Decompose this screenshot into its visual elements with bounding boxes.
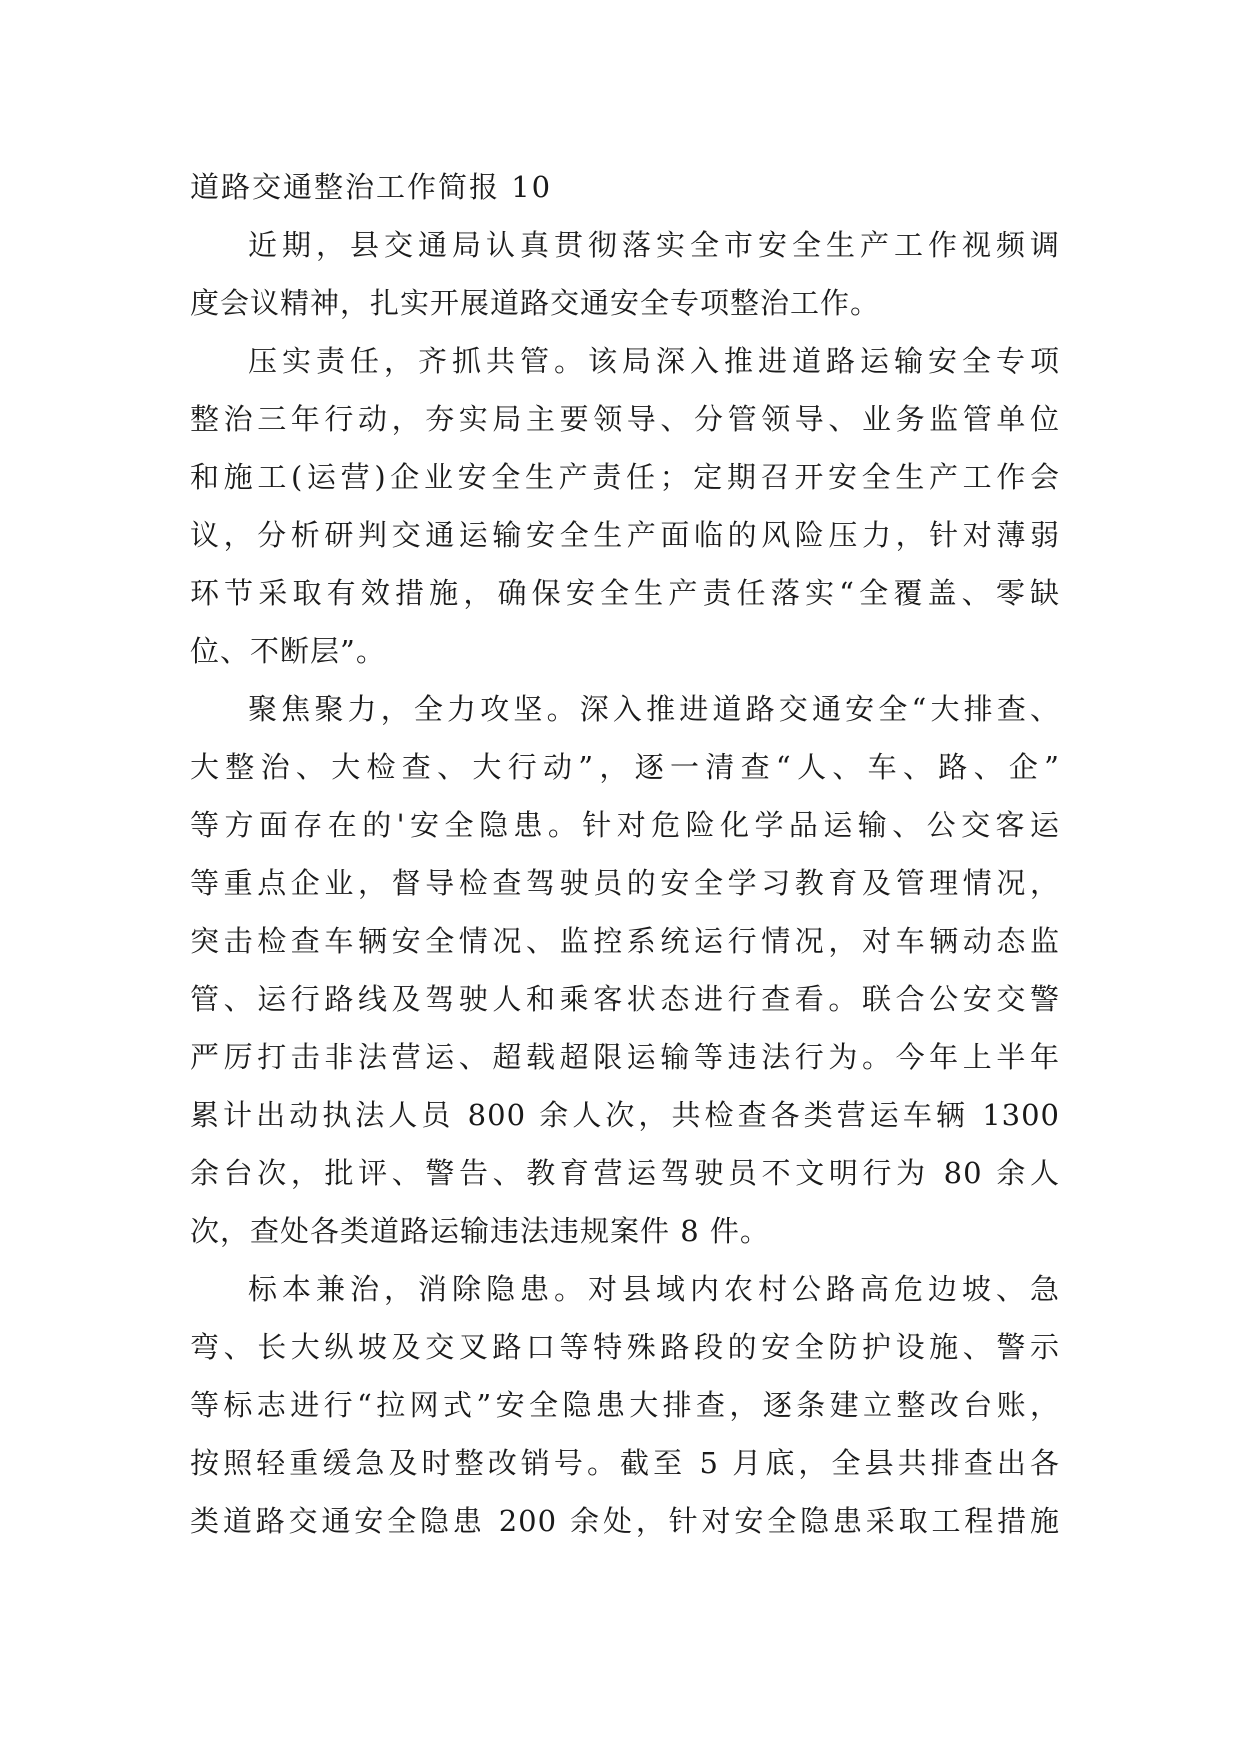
text-line: 按照轻重缓急及时整改销号。截至 5 月底，全县共排查出各 (190, 1446, 1060, 1480)
paragraph-focus (190, 680, 1060, 1260)
text-line: 度会议精神，扎实开展道路交通安全专项整治工作。 (190, 286, 881, 320)
text-line: 近期，县交通局认真贯彻落实全市安全生产工作视频调 (248, 228, 1060, 262)
text-line: 聚焦聚力，全力攻坚。深入推进道路交通安全“大排查、 (248, 692, 1060, 726)
text-line: 标本兼治，消除隐患。对县域内农村公路高危边坡、急 (248, 1272, 1060, 1306)
paragraph-responsibility (190, 332, 1060, 680)
text-line: 等方面存在的'安全隐患。针对危险化学品运输、公交客运 (190, 808, 1060, 842)
text-line: 位、不断层”。 (190, 634, 386, 668)
paragraph-hazards (190, 1260, 1060, 1550)
text-line: 严厉打击非法营运、超载超限运输等违法行为。今年上半年 (190, 1040, 1060, 1074)
text-line: 等重点企业，督导检查驾驶员的安全学习教育及管理情况， (190, 866, 1060, 900)
text-line: 议，分析研判交通运输安全生产面临的风险压力，针对薄弱 (190, 518, 1060, 552)
text-line: 等标志进行“拉网式”安全隐患大排查，逐条建立整改台账， (190, 1388, 1060, 1422)
text-line: 整治三年行动，夯实局主要领导、分管领导、业务监管单位 (190, 402, 1060, 436)
text-line: 环节采取有效措施，确保安全生产责任落实“全覆盖、零缺 (190, 576, 1060, 610)
paragraph-intro (190, 216, 1060, 332)
text-line: 大整治、大检查、大行动”，逐一清查“人、车、路、企” (190, 750, 1060, 784)
text-line: 突击检查车辆安全情况、监控系统运行情况，对车辆动态监 (190, 924, 1060, 958)
text-line: 累计出动执法人员 800 余人次，共检查各类营运车辆 1300 (190, 1098, 1060, 1132)
document-body (190, 158, 1060, 1550)
text-line: 管、运行路线及驾驶人和乘客状态进行查看。联合公安交警 (190, 982, 1060, 1016)
text-line: 压实责任，齐抓共管。该局深入推进道路运输安全专项 (248, 344, 1060, 378)
text-line: 类道路交通安全隐患 200 余处，针对安全隐患采取工程措施 (190, 1504, 1060, 1538)
document-title: 道路交通整治工作简报 10 (190, 170, 553, 204)
text-line: 弯、长大纵坡及交叉路口等特殊路段的安全防护设施、警示 (190, 1330, 1060, 1364)
text-line: 次，查处各类道路运输违法违规案件 8 件。 (190, 1214, 770, 1248)
text-line: 和施工(运营)企业安全生产责任；定期召开安全生产工作会 (190, 460, 1060, 494)
text-line: 余台次，批评、警告、教育营运驾驶员不文明行为 80 余人 (190, 1156, 1060, 1190)
